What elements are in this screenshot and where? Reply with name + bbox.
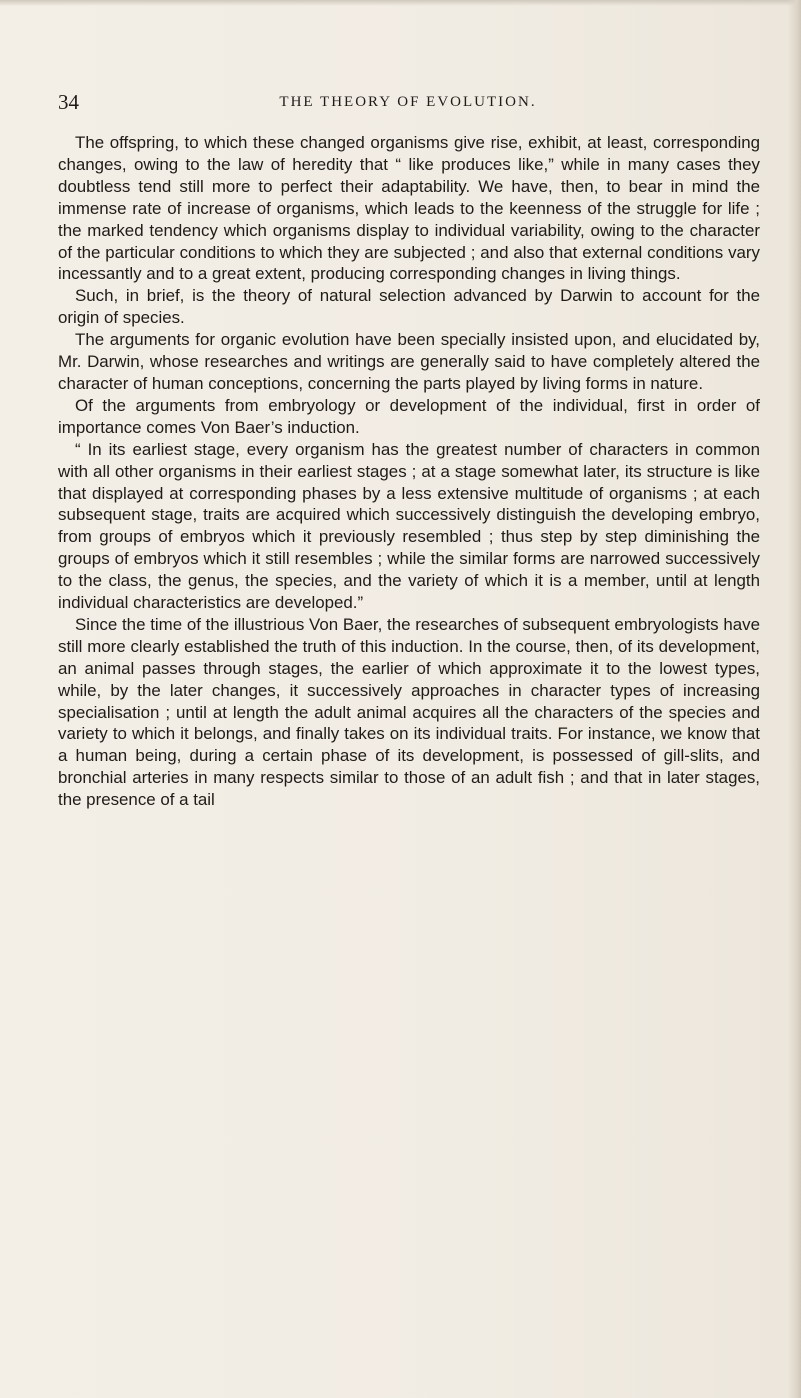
- page-right-edge: [787, 0, 801, 1398]
- paragraph: The arguments for organic evolution have been specially insisted upon, and elucidated by, Mr. Darwin, whose researches and writings are generally said to have completely altered the character of human conceptions, concerning the parts played by living forms in nature.: [58, 330, 760, 393]
- paragraph: Such, in brief, is the theory of natural selection advanced by Darwin to account for the origin of species.: [58, 286, 760, 328]
- page-number: 34: [58, 90, 79, 114]
- paragraph: Since the time of the illustrious Von Baer, the researches of subsequent embryologists have still more clearly established the truth of this induction. In the course, then, of its development, an animal passes through stages, the earlier of which approximate it to the lowest types, while, by the later changes, it successively approaches in character types of increasing specialisation ; until at length the adult animal acquires all the characters of the species and variety to which it belongs, and finally takes on its individual traits. For instance, we know that a human being, during a certain phase of its development, is possessed of gill-slits, and bronchial arteries in many respects similar to those of an adult fish ; and that in later stages, the presence of a tail: [58, 614, 760, 810]
- running-head: THE THEORY OF EVOLUTION.: [279, 94, 537, 110]
- paragraph: “ In its earliest stage, every organism has the greatest number of characters in common with all other organisms in their earliest stages ; at a stage somewhat later, its structure is like that displayed at corresponding phases by a less extensive multitude of organisms ; at each subsequent stage, traits are acquired which successively distinguish the developing embryo, from groups of embryos which it previously resembled ; thus step by step diminishing the groups of embryos which it still resembles ; while the similar forms are narrowed successively to the class, the genus, the species, and the variety of which it is a member, until at length individual characteristics are developed.”: [58, 439, 760, 613]
- page-header: [58, 90, 758, 120]
- paragraph: Of the arguments from embryology or development of the individual, first in order of importance comes Von Baer’s induction.: [58, 395, 760, 437]
- page-top-shadow: [0, 0, 801, 6]
- body-text: [58, 132, 760, 811]
- paragraph: The offspring, to which these changed organisms give rise, exhibit, at least, corresponding changes, owing to the law of heredity that “ like produces like,” while in many cases they doubtless tend still more to perfect their adaptability. We have, then, to bear in mind the immense rate of increase of organisms, which leads to the keenness of the struggle for life ; the marked tendency which organisms display to individual variability, owing to the character of the particular conditions to which they are subjected ; and also that external conditions vary incessantly and to a great extent, producing corresponding changes in living things.: [58, 133, 760, 284]
